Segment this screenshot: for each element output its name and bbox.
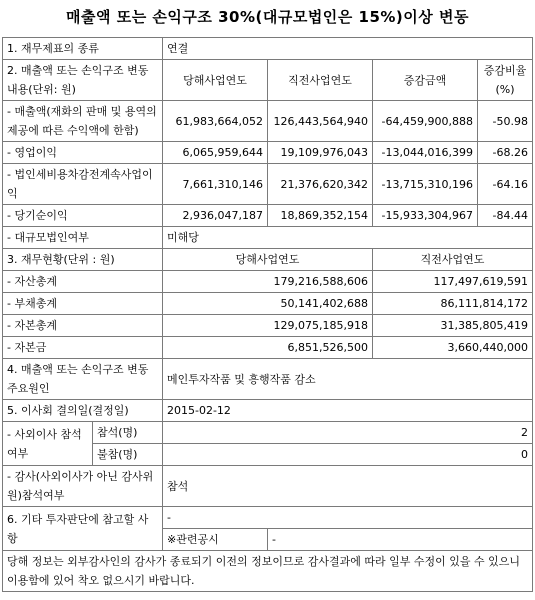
statement-type-value: 연결 xyxy=(163,38,533,60)
pl-row-current: 7,661,310,146 xyxy=(163,164,268,205)
fin-row xyxy=(3,337,533,359)
present-value: 2 xyxy=(163,422,533,444)
pl-row-label: - 영업이익 xyxy=(3,142,163,164)
fin-row-current: 129,075,185,918 xyxy=(163,315,373,337)
fin-row-previous: 117,497,619,591 xyxy=(373,271,533,293)
fin-row-previous: 86,111,814,172 xyxy=(373,293,533,315)
fin-row-label: - 자본총계 xyxy=(3,315,163,337)
main-cause-value: 메인투자작품 및 흥행작품 감소 xyxy=(163,359,533,400)
board-date-label: 5. 이사회 결의일(결정일) xyxy=(3,400,163,422)
large-corp-label: - 대규모법인여부 xyxy=(3,227,163,249)
pl-row-label: - 당기순이익 xyxy=(3,205,163,227)
disclosure-table xyxy=(2,37,533,592)
fin-row xyxy=(3,271,533,293)
absent-label: 불참(명) xyxy=(93,444,163,466)
pl-row xyxy=(3,142,533,164)
absent-value: 0 xyxy=(163,444,533,466)
auditor-label: - 감사(사외이사가 아닌 감사위원)참석여부 xyxy=(3,466,163,507)
large-corp-value: 미해당 xyxy=(163,227,533,249)
pl-row-current: 61,983,664,052 xyxy=(163,101,268,142)
statement-type-row xyxy=(3,38,533,60)
statement-type-label: 1. 재무제표의 종류 xyxy=(3,38,163,60)
pl-row-current: 6,065,959,644 xyxy=(163,142,268,164)
pl-row-change: -64,459,900,888 xyxy=(373,101,478,142)
financial-header-row xyxy=(3,249,533,271)
col-change-rate-header: 증감비율 (%) xyxy=(478,60,533,101)
present-label: 참석(명) xyxy=(93,422,163,444)
col-change-amount-header: 증감금액 xyxy=(373,60,478,101)
pl-row-label: - 매출액(재화의 판매 및 용역의 제공에 따른 수익액에 한함) xyxy=(3,101,163,142)
footnote-row xyxy=(3,551,533,592)
pl-row-current: 2,936,047,187 xyxy=(163,205,268,227)
fin-row-previous: 3,660,440,000 xyxy=(373,337,533,359)
change-header-row xyxy=(3,60,533,101)
footnote: 당해 정보는 외부감사인의 감사가 종료되기 이전의 정보이므로 감사결과에 따라 일부 수정이 있을 수 있으니 이용함에 있어 착오 없으시기 바랍니다. xyxy=(3,551,533,592)
page-title: 매출액 또는 손익구조 30%(대규모법인은 15%)이상 변동 xyxy=(66,8,469,26)
pl-row-change: -13,044,016,399 xyxy=(373,142,478,164)
fin-row-label: - 자산총계 xyxy=(3,271,163,293)
outside-director-label: - 사외이사 참석여부 xyxy=(3,422,93,466)
fin-row-label: - 부채총계 xyxy=(3,293,163,315)
pl-row-label: - 법인세비용차감전계속사업이익 xyxy=(3,164,163,205)
financial-header-label: 3. 재무현황(단위 : 원) xyxy=(3,249,163,271)
board-date-value: 2015-02-12 xyxy=(163,400,533,422)
other-info-label: 6. 기타 투자판단에 참고할 사항 xyxy=(3,507,163,551)
related-disclosure-label: ※관련공시 xyxy=(163,529,268,551)
pl-row-change: -13,715,310,196 xyxy=(373,164,478,205)
col-current-header: 당해사업연도 xyxy=(163,60,268,101)
pl-row-change: -15,933,304,967 xyxy=(373,205,478,227)
pl-row-previous: 126,443,564,940 xyxy=(268,101,373,142)
pl-row-rate: -84.44 xyxy=(478,205,533,227)
fin-row xyxy=(3,315,533,337)
change-header-label: 2. 매출액 또는 손익구조 변동내용(단위: 원) xyxy=(3,60,163,101)
pl-row-rate: -50.98 xyxy=(478,101,533,142)
other-info-value: - xyxy=(163,507,533,529)
other-info-row xyxy=(3,507,533,529)
auditor-row xyxy=(3,466,533,507)
pl-row-previous: 19,109,976,043 xyxy=(268,142,373,164)
auditor-value: 참석 xyxy=(163,466,533,507)
fin-row-current: 50,141,402,688 xyxy=(163,293,373,315)
fin-row-label: - 자본금 xyxy=(3,337,163,359)
related-disclosure-value: - xyxy=(268,529,533,551)
fin-row xyxy=(3,293,533,315)
fin-row-current: 179,216,588,606 xyxy=(163,271,373,293)
pl-row xyxy=(3,101,533,142)
outside-director-present-row xyxy=(3,422,533,444)
pl-row xyxy=(3,164,533,205)
main-cause-label: 4. 매출액 또는 손익구조 변동 주요원인 xyxy=(3,359,163,400)
pl-row-rate: -64.16 xyxy=(478,164,533,205)
fin-col-current-header: 당해사업연도 xyxy=(163,249,373,271)
col-previous-header: 직전사업연도 xyxy=(268,60,373,101)
fin-col-previous-header: 직전사업연도 xyxy=(373,249,533,271)
large-corp-row xyxy=(3,227,533,249)
pl-row xyxy=(3,205,533,227)
pl-row-previous: 18,869,352,154 xyxy=(268,205,373,227)
pl-row-previous: 21,376,620,342 xyxy=(268,164,373,205)
fin-row-current: 6,851,526,500 xyxy=(163,337,373,359)
fin-row-previous: 31,385,805,419 xyxy=(373,315,533,337)
pl-row-rate: -68.26 xyxy=(478,142,533,164)
main-cause-row xyxy=(3,359,533,400)
board-date-row xyxy=(3,400,533,422)
